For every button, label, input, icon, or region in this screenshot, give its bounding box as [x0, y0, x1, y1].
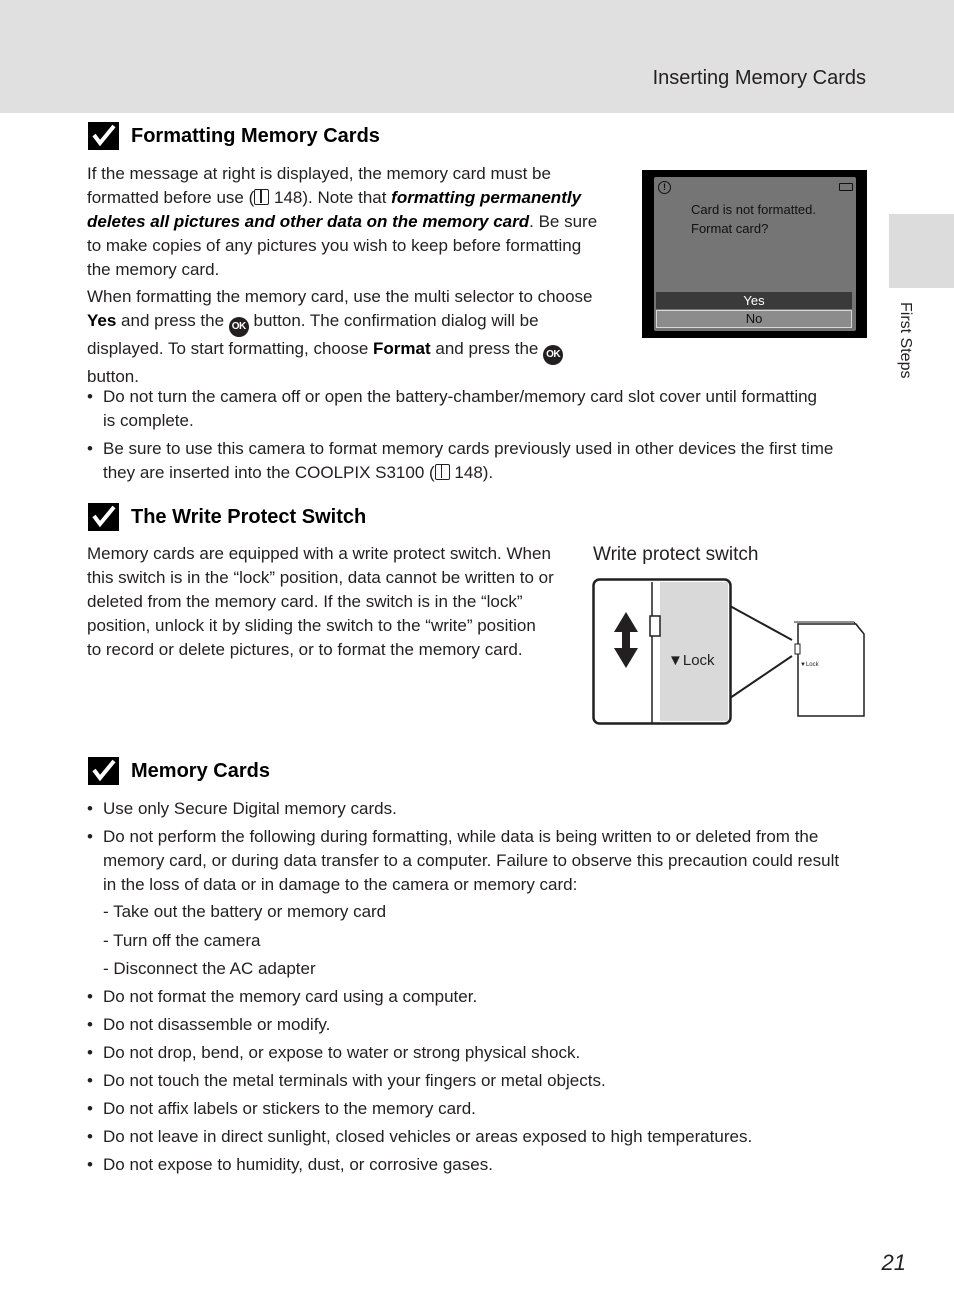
- memory-cards-heading: Memory Cards: [88, 757, 270, 785]
- header-band: [0, 0, 954, 113]
- page-number: 21: [881, 1250, 906, 1275]
- screen-option-no: No: [656, 310, 852, 328]
- lock-label: ▼Lock: [668, 652, 715, 669]
- list-item: • Do not disassemble or modify.: [87, 1015, 331, 1034]
- list-item: • Do not drop, bend, or expose to water or strong physical shock.: [87, 1043, 581, 1062]
- formatting-heading: Formatting Memory Cards: [88, 122, 380, 150]
- formatting-paragraph-2: When formatting the memory card, use the multi selector to choose Yes and press the OK button. The confirmation dialog will be displayed. To start formatting, choose Format and press the OK button.: [87, 287, 593, 386]
- list-item: • Do not perform the following during formatting, while data is being written to or deleted from the memory card, or during data transfer to a computer. Failure to observe this precaution could result in the loss of data or in damage to the camera or memory card:: [87, 827, 840, 894]
- list-item: • Do not leave in direct sunlight, closed vehicles or areas exposed to high temperatures.: [87, 1127, 753, 1146]
- ok-button-icon: OK: [543, 345, 563, 365]
- list-item: • Do not touch the metal terminals with your fingers or metal objects.: [87, 1071, 606, 1090]
- list-item: • Do not expose to humidity, dust, or corrosive gases.: [87, 1155, 493, 1174]
- list-item: • Be sure to use this camera to format memory cards previously used in other devices the first time they are inserted into the COOLPIX S3100 ( 148).: [87, 439, 834, 482]
- list-item: • Do not affix labels or stickers to the memory card.: [87, 1099, 476, 1118]
- side-tab-label: First Steps: [897, 302, 914, 379]
- checkmark-box-icon: [88, 757, 119, 785]
- write-protect-paragraph: Memory cards are equipped with a write protect switch. When this switch is in the “lock” position, data cannot be written to or deleted from the memory card. If the switch is in the “lock” position, unlock it by sliding the switch to the “write” position to record or delete pictures, or to format the memory card.: [87, 544, 554, 659]
- list-item: • Use only Secure Digital memory cards.: [87, 799, 397, 818]
- formatting-paragraph-1: If the message at right is displayed, the memory card must be formatted before use ( 148). Note that formatting permanently deletes all pictures and other data on the memory card. Be sure to make copies of any pictures you wish to keep before formatting the memory card.: [87, 164, 598, 279]
- diagram-caption: Write protect switch: [593, 544, 759, 565]
- book-reference-icon: [254, 189, 269, 205]
- list-item: • Do not turn the camera off or open the battery-chamber/memory card slot cover until formatting is complete.: [87, 387, 818, 430]
- small-lock-label: ▼Lock: [800, 662, 819, 668]
- book-reference-icon: [435, 464, 450, 480]
- write-protect-heading: The Write Protect Switch: [88, 503, 366, 531]
- ok-button-icon: OK: [229, 317, 249, 337]
- checkmark-box-icon: [88, 122, 119, 150]
- list-item: • Do not format the memory card using a computer.: [87, 987, 478, 1006]
- side-tab: [889, 214, 954, 288]
- battery-icon: [839, 183, 853, 191]
- checkmark-box-icon: [88, 503, 119, 531]
- write-protect-diagram: [592, 578, 868, 728]
- running-header: Inserting Memory Cards: [652, 67, 866, 89]
- sub-list-item: - Turn off the camera: [103, 931, 261, 950]
- screen-option-yes: Yes: [656, 292, 852, 309]
- sub-list-item: - Disconnect the AC adapter: [103, 959, 316, 978]
- screen-message: Card is not formatted. Format card?: [691, 202, 816, 236]
- sub-list-item: - Take out the battery or memory card: [103, 902, 387, 921]
- warning-icon: !: [658, 181, 671, 194]
